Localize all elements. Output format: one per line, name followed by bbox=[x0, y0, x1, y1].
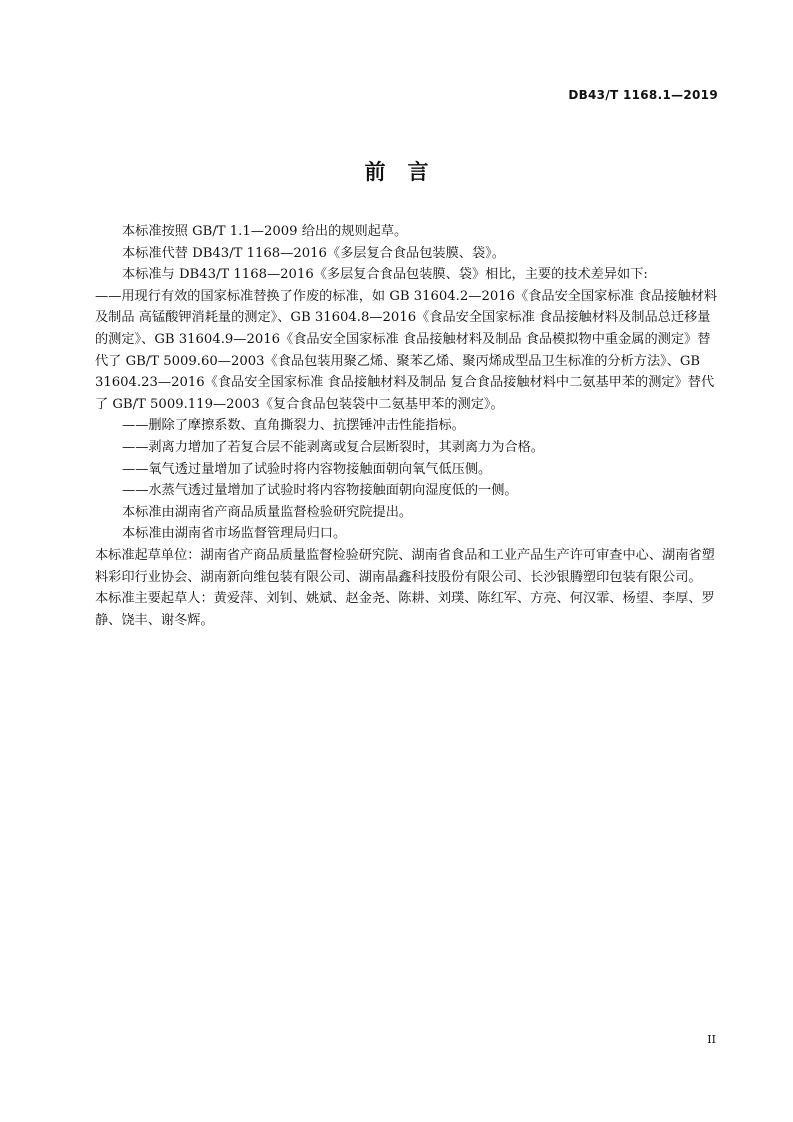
paragraph-drafting-rules: 本标准按照 GB/T 1.1—2009 给出的规则起草。 bbox=[122, 224, 408, 239]
paragraph-drafters: 本标准主要起草人：黄爱萍、刘钊、姚斌、赵金尧、陈耕、刘璞、陈红军、方亮、何汉霏、杨望、李厚、罗静、饶丰、谢冬辉。 bbox=[95, 591, 715, 628]
page-number: II bbox=[707, 1033, 716, 1046]
page-title-char-1: 前 bbox=[364, 160, 386, 184]
paragraph-proposed-by: 本标准由湖南省产商品质量监督检验研究院提出。 bbox=[122, 504, 413, 520]
foreword-body bbox=[95, 221, 718, 631]
paragraph-replaces: 本标准代替 DB43/T 1168—2016《多层复合食品包装膜、袋》。 bbox=[122, 245, 505, 261]
paragraph-difference-4: ——氧气透过量增加了试验时将内容物接触面朝向氧气低压侧。 bbox=[122, 461, 492, 477]
paragraph-differences-intro: 本标准与 DB43/T 1168—2016《多层复合食品包装膜、袋》相比，主要的技术差异如下: bbox=[122, 267, 648, 283]
paragraph-difference-2: ——删除了摩擦系数、直角撕裂力、抗摆锤冲击性能指标。 bbox=[122, 418, 465, 434]
paragraph-difference-5: ——水蒸气透过量增加了试验时将内容物接触面朝向湿度低的一侧。 bbox=[122, 483, 518, 499]
paragraph-difference-3: ——剥离力增加了若复合层不能剥离或复合层断裂时，其剥离力为合格。 bbox=[122, 439, 544, 455]
page-title bbox=[0, 156, 793, 186]
paragraph-difference-1: ——用现行有效的国家标准替换了作废的标准，如 GB 31604.2—2016《食品安全国家标准 食品接触材料及制品 高锰酸钾消耗量的测定》、GB 31604.8—2016《食品安全国家标准 食品接触材料及制品总迁移量的测定》、GB 31604.9—2016《食品安全国家标准 食品接触材料及制品 食品模拟物中重金属的测定》替代了 GB/T 5009.60—2003《食品包装用聚乙烯、聚苯乙烯、聚丙烯成型品卫生标准的分析方法》、GB 31604.23—2016《食品安全国家标准 食品接触材料及制品 复合食品接触材料中二氨基甲苯的测定》替代了 GB/T 5009.119—2003《复合食品包装袋中二氨基甲苯的测定》。 bbox=[95, 288, 718, 412]
paragraph-under-jurisdiction: 本标准由湖南省市场监督管理局归口。 bbox=[122, 526, 347, 542]
page-title-char-2: 言 bbox=[407, 160, 429, 184]
paragraph-drafting-units: 本标准起草单位：湖南省产商品质量监督检验研究院、湖南省食品和工业产品生产许可审查中心、湖南省塑料彩印行业协会、湖南新向维包装有限公司、湖南晶鑫科技股份有限公司、长沙银腾塑印包装有限公司。 bbox=[95, 547, 715, 585]
standard-code: DB43/T 1168.1—2019 bbox=[568, 88, 718, 102]
